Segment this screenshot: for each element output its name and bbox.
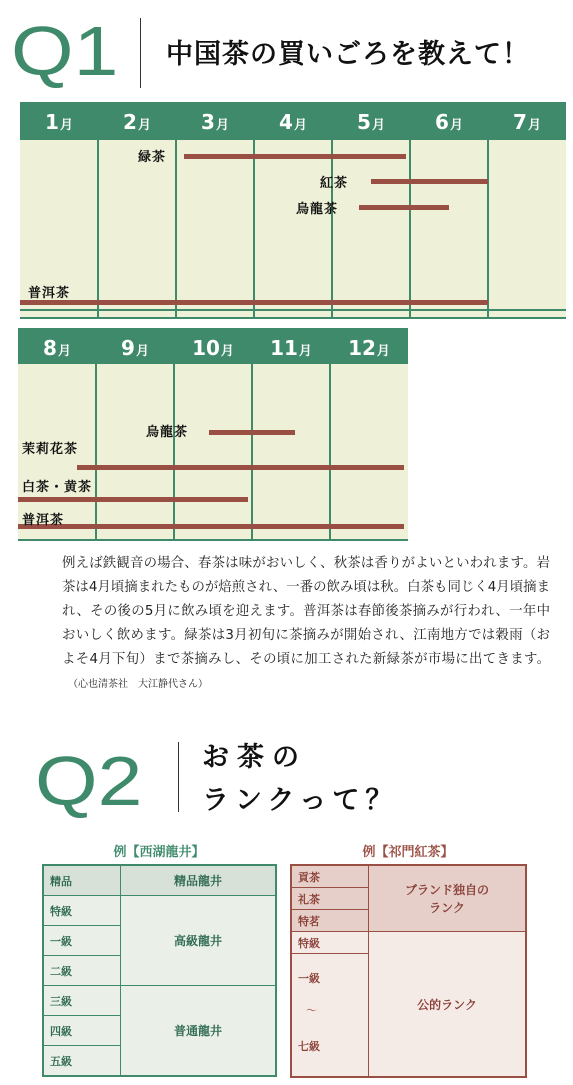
season-bar xyxy=(184,154,406,159)
month-label: 12月 xyxy=(348,336,390,360)
season-bar xyxy=(20,300,488,305)
month-divider xyxy=(487,140,489,317)
season-bar xyxy=(77,465,405,470)
month-label: 6月 xyxy=(435,110,463,134)
calendar-bottom xyxy=(18,328,408,541)
rank-red-grade-tilde: 〜 xyxy=(306,1004,317,1017)
rank-green-grade: 五級 xyxy=(43,1046,121,1077)
month-divider xyxy=(251,364,253,539)
tea-label: 紅茶 xyxy=(320,176,349,191)
season-bar xyxy=(209,430,295,435)
q2-label xyxy=(34,738,143,824)
rank-green-grade: 二級 xyxy=(43,956,121,986)
q1-letter: Q1 xyxy=(10,12,119,90)
season-bar xyxy=(18,524,404,529)
rank-green-caption: 例【西湖龍井】 xyxy=(113,845,205,860)
month-label: 4月 xyxy=(279,110,307,134)
tea-label: 普洱茶 xyxy=(28,286,71,301)
q1-title: 中国茶の買いごろを教えて！ xyxy=(166,39,530,70)
month-label: 3月 xyxy=(201,110,229,134)
month-divider xyxy=(253,140,255,317)
month-label: 2月 xyxy=(123,110,151,134)
calendar-top-bottom xyxy=(20,317,566,319)
rank-green-group: 普通龍井 xyxy=(121,986,277,1077)
calendar-top xyxy=(20,102,566,319)
tea-label: 烏龍茶 xyxy=(146,425,189,440)
q2-title-line1: お茶の xyxy=(202,742,307,773)
month-divider xyxy=(97,140,99,317)
rank-green-grade: 四級 xyxy=(43,1016,121,1046)
rank-red-grade: 一級 xyxy=(298,972,320,985)
rank-green-grade: 特級 xyxy=(43,896,121,926)
month-label: 9月 xyxy=(121,336,149,360)
rank-red-group: ブランド独自の ランク xyxy=(369,865,527,932)
season-bar xyxy=(371,179,488,184)
month-divider xyxy=(331,140,333,317)
rank-red-group: 公的ランク xyxy=(369,932,527,1078)
month-label: 7月 xyxy=(513,110,541,134)
rank-red-grade: 特茗 xyxy=(291,910,369,932)
rank-red-grade: 貢茶 xyxy=(291,865,369,888)
calendar-top-body xyxy=(20,140,566,319)
month-divider xyxy=(409,140,411,317)
rank-green-grade: 三級 xyxy=(43,986,121,1016)
rank-green-table xyxy=(42,864,277,1077)
calendar-bottom-bottom xyxy=(18,539,408,541)
q1-label xyxy=(10,8,119,94)
explanation-text: 例えば鉄観音の場合、春茶は味がおいしく、秋茶は香りがよいといわれます。岩茶は4月頃摘まれたものが焙煎され、一番の飲み頃は秋。白茶も同じく4月頃摘まれ、その後の5月に飲み頃を迎えます。普洱茶は春節後茶摘みが行われ、一年中おいしく飲めます。緑茶は3月初旬に茶摘みが開始され、江南地方では穀雨（およそ4月下旬）まで茶摘みし、その頃に加工された新緑茶が市場に出てきます。 xyxy=(62,556,550,667)
tea-label: 烏龍茶 xyxy=(296,202,339,217)
season-bar xyxy=(18,497,248,502)
tea-label: 普洱茶 xyxy=(22,513,65,528)
tea-label: 緑茶 xyxy=(138,150,167,165)
q2-letter: Q2 xyxy=(34,742,143,820)
month-divider xyxy=(175,140,177,317)
month-divider xyxy=(95,364,97,539)
rank-red-grade: 礼茶 xyxy=(291,888,369,910)
month-label: 5月 xyxy=(357,110,385,134)
rank-green-group: 精品龍井 xyxy=(121,865,277,896)
explanation-credit: （心也清茶社 大江静代さん） xyxy=(68,679,208,690)
month-label: 1月 xyxy=(45,110,73,134)
rank-red-grade-range xyxy=(291,954,369,1078)
month-label: 10月 xyxy=(192,336,234,360)
q1-divider xyxy=(140,18,141,88)
month-label: 8月 xyxy=(43,336,71,360)
rank-green-grade: 一級 xyxy=(43,926,121,956)
explanation-paragraph xyxy=(62,552,550,697)
season-bar xyxy=(359,205,449,210)
rank-red-grade: 特級 xyxy=(291,932,369,954)
rank-green-group: 高級龍井 xyxy=(121,896,277,986)
rank-red-table xyxy=(290,864,527,1078)
rank-red-caption: 例【祁門紅茶】 xyxy=(362,845,454,860)
month-divider xyxy=(329,364,331,539)
tea-label: 茉莉花茶 xyxy=(22,442,79,457)
rank-red-grade: 七級 xyxy=(298,1040,320,1053)
q2-title-line2: ランクって？ xyxy=(202,785,399,816)
rank-green-grade: 精品 xyxy=(43,865,121,896)
calendar-top-baseline xyxy=(20,309,566,311)
q2-divider xyxy=(178,742,179,812)
month-label: 11月 xyxy=(270,336,312,360)
month-divider xyxy=(173,364,175,539)
tea-label: 白茶・黄茶 xyxy=(22,480,93,495)
